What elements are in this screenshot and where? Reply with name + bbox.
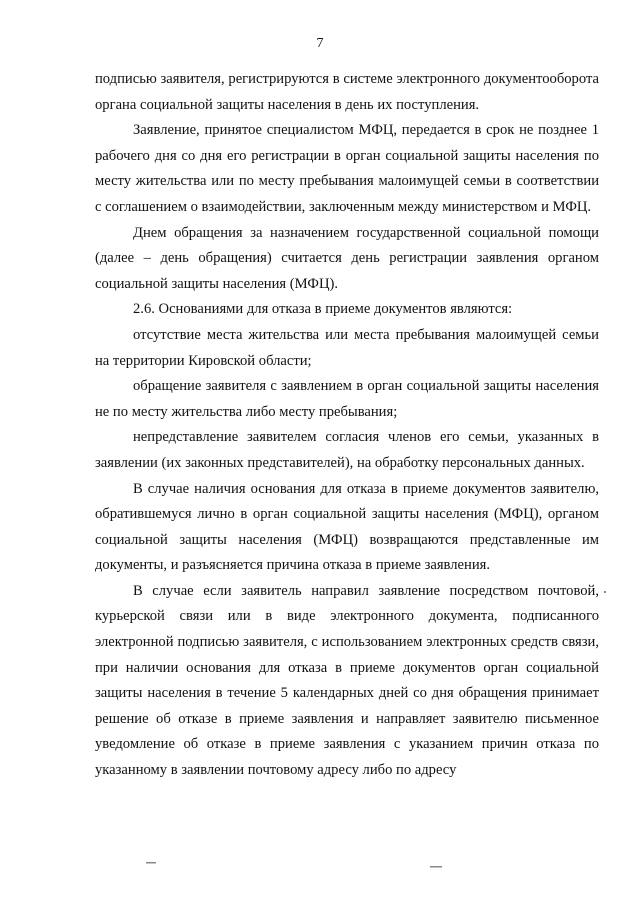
- paragraph-section-2-6: 2.6. Основаниями для отказа в приеме документов являются:: [133, 301, 513, 318]
- paragraph-in-person-refusal: В случае наличия основания для отказа в приеме документов заявителю, обратившемуся лично в орган социальной защиты населения (МФЦ), органом социальной защиты населения (МФЦ) возвращаются представленные им документы, и разъясняется причина отказа в приеме заявления.: [95, 480, 599, 574]
- page-number: 7: [316, 36, 324, 51]
- paragraph-refusal-ground-3: непредставление заявителем согласия членов его семьи, указанных в заявлении (их законных представителей), на обработку персональных данных.: [95, 429, 599, 471]
- paragraph-application-day: Днем обращения за назначением государственной социальной помощи (далее – день обращения) считается день регистрации заявления органом социальной защиты населения (МФЦ).: [95, 224, 599, 292]
- paragraph-mfc-transfer: Заявление, принятое специалистом МФЦ, передается в срок не позднее 1 рабочего дня со дня его регистрации в орган социальной защиты населения по месту жительства или по месту пребывания малоимущей семьи в соответствии с соглашением о взаимодействии, заключенным между министерством и МФЦ.: [95, 122, 599, 215]
- paragraph-refusal-ground-1: отсутствие места жительства или места пребывания малоимущей семьи на территории Кировской области;: [95, 326, 599, 369]
- paragraph-remote-refusal: В случае если заявитель направил заявление посредством почтовой, курьерской связи или в виде электронного документа, подписанного электронной подписью заявителя, с использованием электронных средств связи, при наличии основания для отказа в приеме документов орган социальной защиты населения в течение 5 календарных дней со дня обращения принимает решение об отказе в приеме заявления и направляет заявителю письменное уведомление об отказе в приеме заявления с указанием причин отказа по указанному в заявлении почтовому адресу либо по адресу: [95, 582, 599, 779]
- paragraph-refusal-ground-2: обращение заявителя с заявлением в орган социальной защиты населения не по месту жительства либо месту пребывания;: [95, 378, 599, 420]
- document-body: [95, 67, 599, 784]
- paragraph-continuation: подписью заявителя, регистрируются в системе электронного документооборота органа социальной защиты населения в день их поступления.: [95, 71, 599, 113]
